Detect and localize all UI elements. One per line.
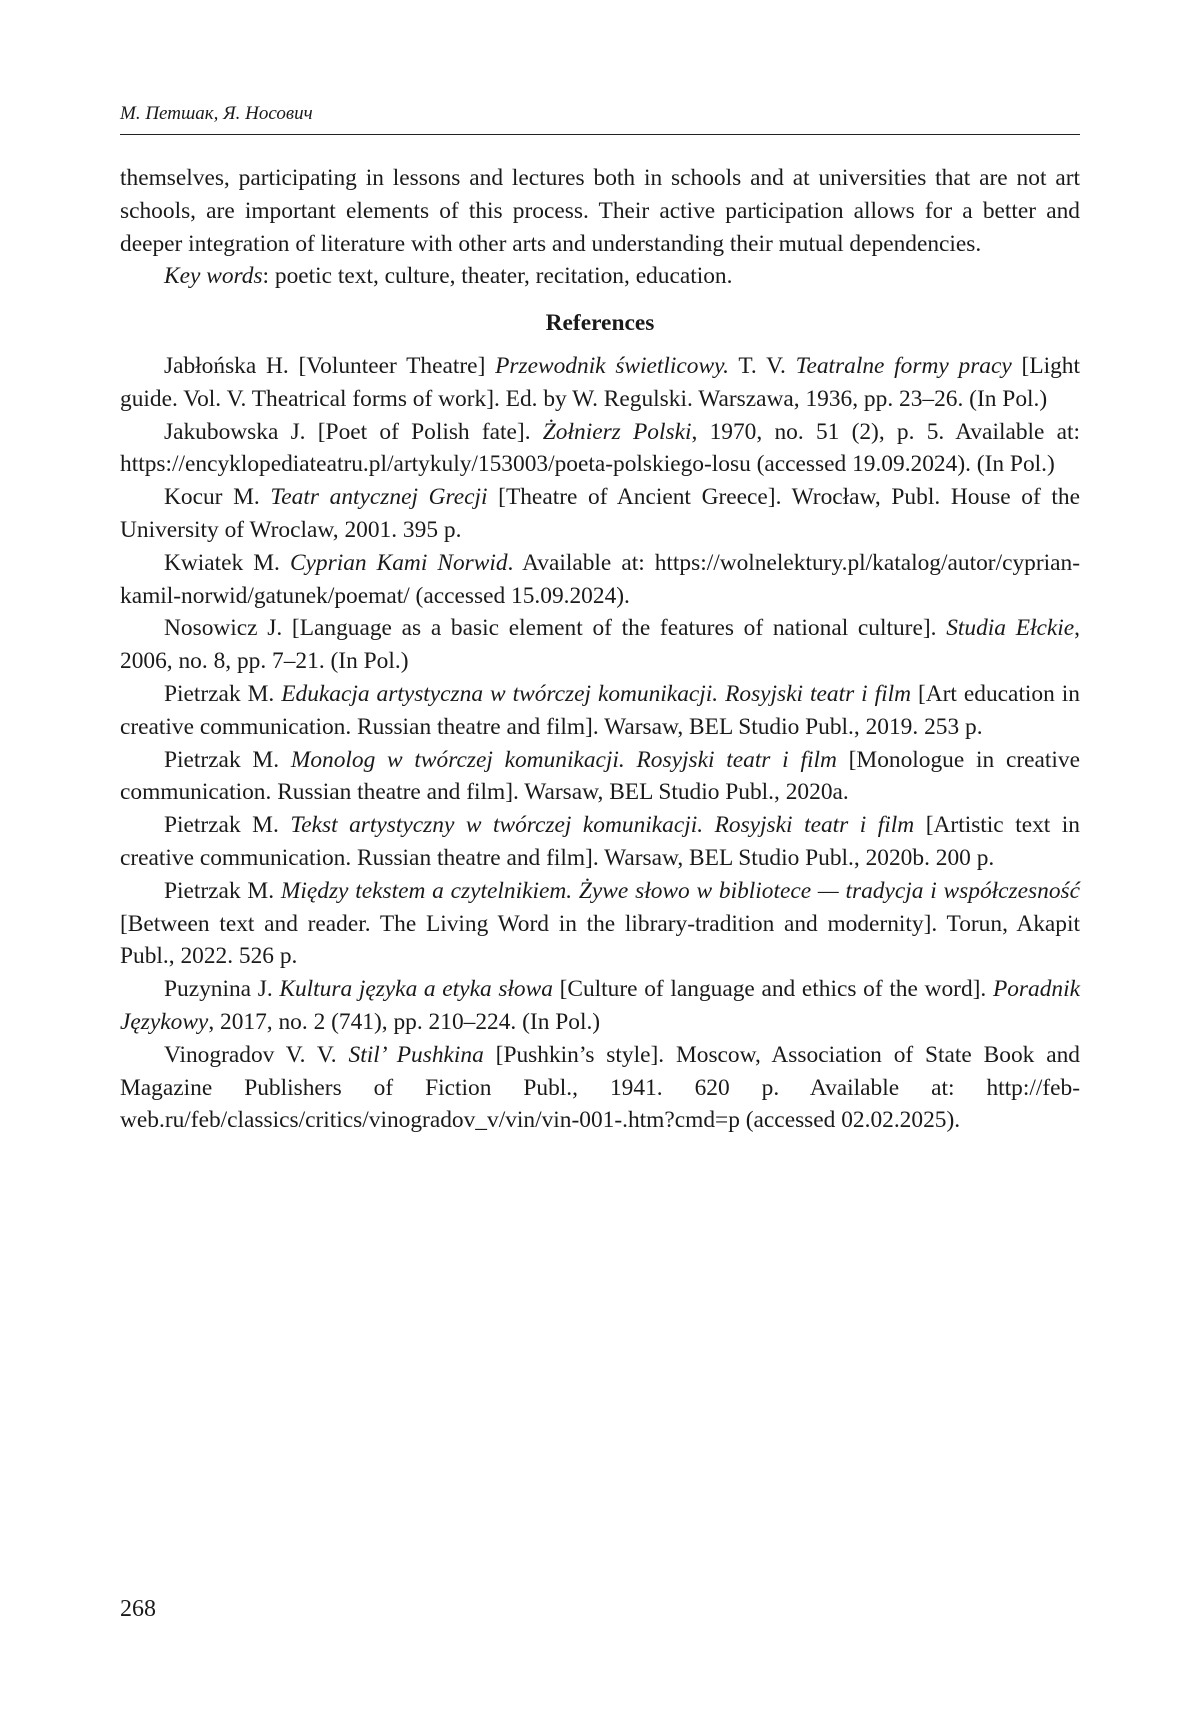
reference-title: Cyprian Kami Norwid xyxy=(289,549,508,576)
keywords-line xyxy=(120,260,1080,293)
reference-text: Pietrzak M. xyxy=(164,680,282,707)
running-head: М. Петшак, Я. Носович xyxy=(120,103,313,124)
body-text xyxy=(120,162,1080,1137)
reference-title: Tekst artystyczny w twórczej komunikacji. Rosyjski teatr i film xyxy=(290,812,915,839)
reference-title: Żołnierz Polski xyxy=(542,418,692,445)
reference-text: Kocur M. xyxy=(164,484,271,511)
reference-text: Jakubowska J. [Poet of Polish fate]. xyxy=(164,418,543,445)
reference-title: Teatr antycznej Grecji xyxy=(270,484,488,511)
reference-text: , 2006, no. 8, pp. 7–21. (In Pol.) xyxy=(120,615,1081,675)
reference-item xyxy=(120,809,1080,875)
reference-text: Jabłońska H. [Volunteer Theatre] xyxy=(164,352,496,379)
reference-text: T. V. xyxy=(729,352,796,379)
abstract-paragraph: themselves, participating in lessons and lectures both in schools and at universities that are not art schools, are important elements of this process. Their active participation allows for a better and deeper integration of literature with other arts and understanding their mutual dependencies. xyxy=(120,165,1080,257)
header-rule xyxy=(120,134,1080,135)
reference-text: Kwiatek M. xyxy=(164,549,290,576)
page-number: 268 xyxy=(120,1596,156,1622)
reference-list xyxy=(120,350,1080,1137)
reference-text: . Available at: https://wolnelektury.pl/katalog/autor/cyprian-kamil-norwid/gatunek/poemat/ (accessed 15.09.2024). xyxy=(120,549,1080,609)
reference-text: Vinogradov V. V. xyxy=(164,1041,349,1068)
reference-title: Studia Ełckie xyxy=(946,615,1075,642)
reference-item xyxy=(120,973,1080,1039)
reference-item xyxy=(120,350,1080,416)
reference-text: Pietrzak M. xyxy=(164,812,291,839)
reference-text: [Artistic text in creative communication. Russian theatre and film]. Warsaw, BEL Studio Publ., 2020b. 200 p. xyxy=(120,812,1081,871)
reference-text: [Art education in creative communication. Russian theatre and film]. Warsaw, BEL Studio Publ., 2019. 253 p. xyxy=(120,680,1080,740)
reference-item xyxy=(120,678,1080,744)
reference-text: Pietrzak M. xyxy=(164,877,281,904)
reference-text: Nosowicz J. [Language as a basic element of the features of national culture]. xyxy=(164,615,947,642)
references-heading: References xyxy=(545,310,655,337)
reference-text: , 1970, no. 51 (2), p. 5. Available at: https://encyklopediateatru.pl/artykuly/153003/poeta-polskiego-losu (accessed 19.09.2024). (In Pol.) xyxy=(120,418,1081,478)
keywords-text: : poetic text, culture, theater, recitation, education. xyxy=(262,263,733,290)
reference-title: Przewodnik świetlicowy. xyxy=(495,352,730,379)
reference-text: [Culture of language and ethics of the word]. xyxy=(552,976,993,1003)
reference-text: , 2017, no. 2 (741), pp. 210–224. (In Pol.) xyxy=(208,1008,601,1035)
reference-item xyxy=(120,1039,1080,1137)
reference-text: [Light guide. Vol. V. Theatrical forms of work]. Ed. by W. Regulski. Warszawa, 1936, pp. 23–26. (In Pol.) xyxy=(120,352,1080,412)
reference-text: Pietrzak M. xyxy=(164,746,291,773)
reference-title: Edukacja artystyczna w twórczej komunikacji. Rosyjski teatr i film xyxy=(281,680,911,707)
reference-text: [Monologue in creative communication. Russian theatre and film]. Warsaw, BEL Studio Publ., 2020a. xyxy=(120,746,1080,806)
keywords-label: Key words xyxy=(164,263,263,290)
reference-text: [Pushkin’s style]. Moscow, Association of State Book and Magazine Publishers of Fiction Publ., 1941. 620 p. Available at: http://feb-web.ru/feb/classics/critics/vinogradov_v/vin/vin-001-.htm?cmd=p (accessed 02.02.2025). xyxy=(120,1041,1080,1134)
reference-text: [Theatre of Ancient Greece]. Wrocław, Publ. House of the University of Wroclaw, 2001. 395 p. xyxy=(120,484,1080,543)
reference-text: Puzynina J. xyxy=(164,976,280,1003)
reference-text: [Between text and reader. The Living Word in the library-tradition and modernity]. Torun, Akapit Publ., 2022. 526 p. xyxy=(120,910,1080,970)
reference-title: Stil’ Pushkina xyxy=(348,1041,484,1068)
reference-item xyxy=(120,875,1080,973)
reference-title: Między tekstem a czytelnikiem. Żywe słowo w bibliotece — tradycja i współczesność xyxy=(280,877,1080,904)
reference-item xyxy=(120,744,1080,810)
reference-item xyxy=(120,547,1080,613)
reference-item xyxy=(120,481,1080,547)
reference-title: Kultura języka a etyka słowa xyxy=(279,976,553,1003)
reference-title: Poradnik Językowy xyxy=(120,976,1081,1035)
reference-title: Monolog w twórczej komunikacji. Rosyjski teatr i film xyxy=(290,746,837,773)
reference-title: Teatralne formy pracy xyxy=(795,352,1012,379)
reference-item xyxy=(120,612,1080,678)
reference-item xyxy=(120,416,1080,482)
